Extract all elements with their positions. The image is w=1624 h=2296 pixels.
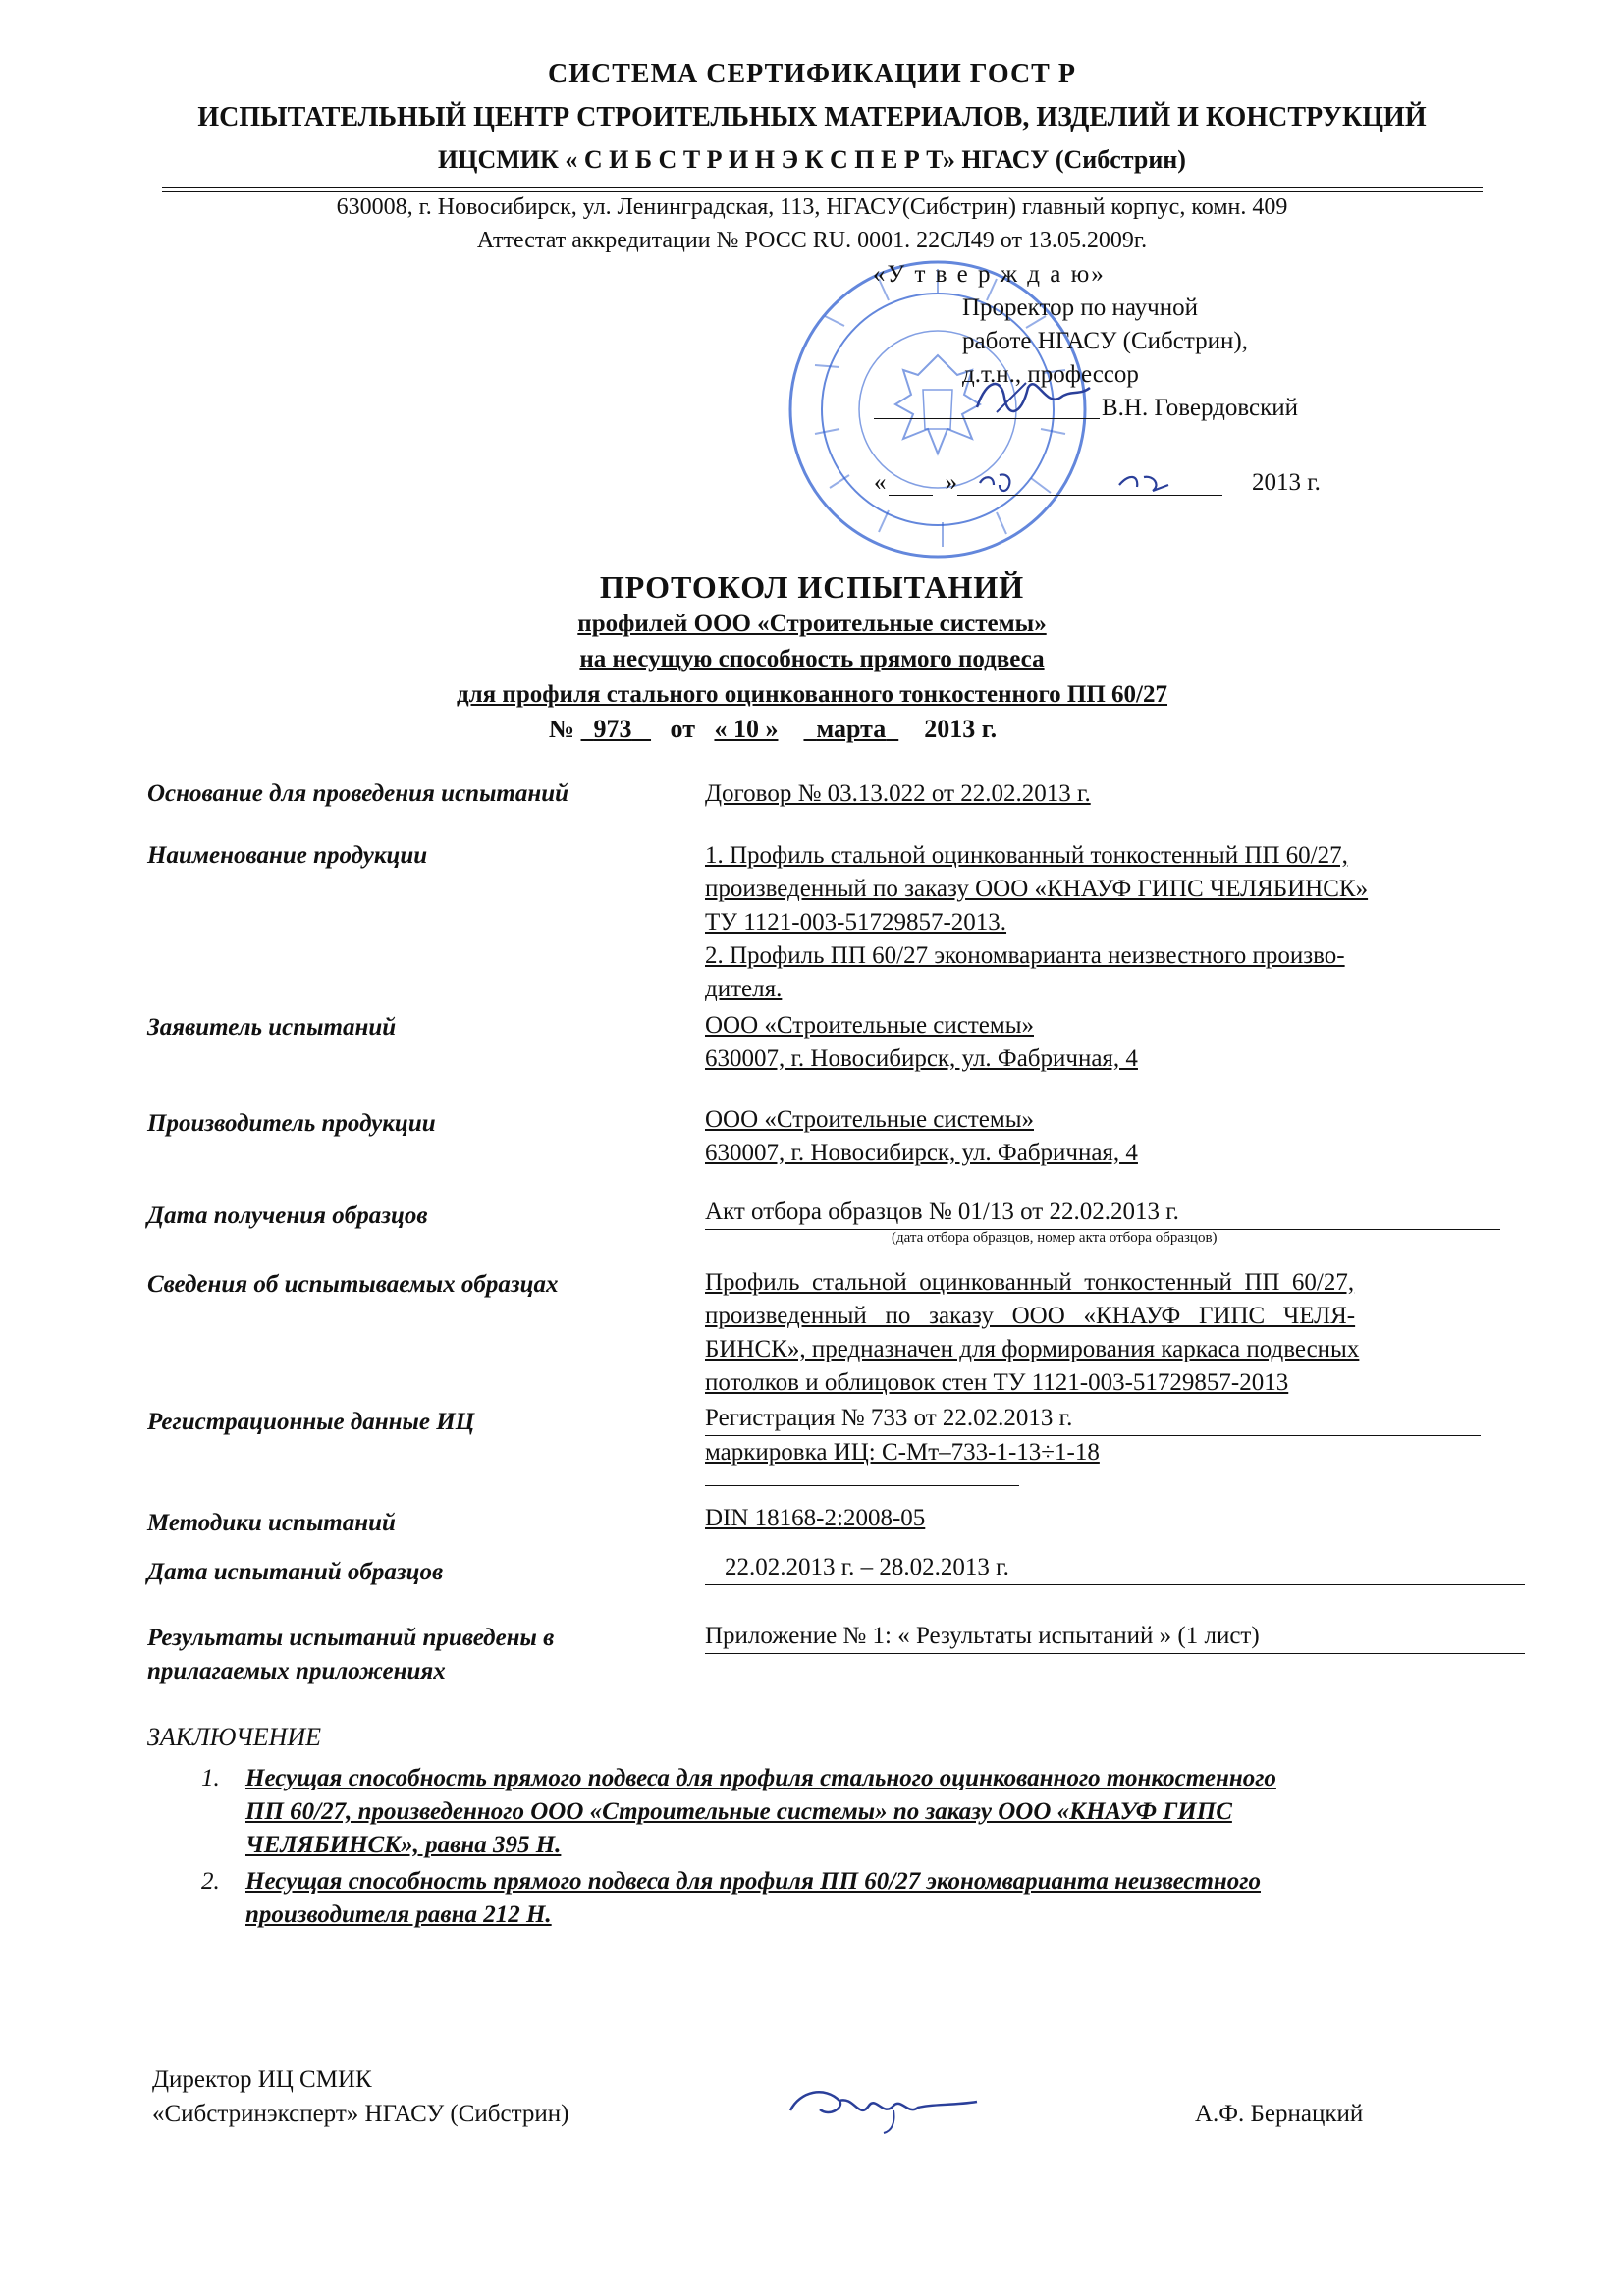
manufacturer-label: Производитель продукции	[147, 1110, 436, 1137]
approver-degree: д.т.н., профессор	[962, 361, 1139, 388]
results-label: Результаты испытаний приведены в прилагаемых приложениях	[147, 1625, 555, 1684]
protocol-title: ПРОТОКОЛ ИСПЫТАНИЙ	[599, 569, 1025, 605]
protocol-year: 2013 г.	[924, 715, 998, 743]
results-value: Приложение № 1: « Результаты испытаний » (1 лист)	[705, 1620, 1530, 1654]
center-address: 630008, г. Новосибирск, ул. Ленинградская, 113, НГАСУ(Сибстрин) главный корпус, комн. 409	[336, 194, 1288, 220]
conclusion-item-1-number: 1.	[201, 1765, 220, 1791]
samples-label: Сведения об испытываемых образцах	[147, 1271, 559, 1298]
product-value: 1. Профиль стальной оцинкованный тонкостенный ПП 60/27, произведенный по заказу ООО «КНАУФ ГИПС ЧЕЛЯБИНСК» ТУ 1121-003-51729857-2013. 2. Профиль ПП 60/27 экономварианта неизвестного произво- дителя.	[705, 842, 1369, 1002]
protocol-subtitle-2: на несущую способность прямого подвеса	[579, 646, 1045, 672]
registration-value: Регистрация № 733 от 22.02.2013 г. маркировка ИЦ: С-Мт–733-1-13÷1-18	[705, 1402, 1530, 1486]
samples-value: Профиль стальной оцинкованный тонкостенный ПП 60/27, произведенный по заказу ООО «КНАУФ ГИПС ЧЕЛЯ- БИНСК», предназначен для формирования каркаса подвесных потолков и облицовок стен ТУ 1121-003-51729857-2013	[705, 1269, 1360, 1396]
handwritten-date-icon	[972, 455, 1208, 505]
accreditation: Аттестат аккредитации № РОСС RU. 0001. 22СЛ49 от 13.05.2009г.	[476, 228, 1148, 253]
approval-date-open: «	[874, 469, 887, 496]
registration-label: Регистрационные данные ИЦ	[147, 1409, 475, 1435]
protocol-subtitle-3: для профиля стального оцинкованного тонкостенного ПП 60/27	[456, 681, 1168, 708]
protocol-from: от	[670, 715, 695, 743]
protocol-number-line	[0, 715, 1585, 744]
approver-name: В.Н. Говердовский	[1102, 395, 1299, 421]
received-label: Дата получения образцов	[147, 1202, 428, 1229]
product-label: Наименование продукции	[147, 842, 428, 869]
received-hint: (дата отбора образцов, номер акта отбора образцов)	[892, 1230, 1218, 1246]
approver-signature-icon	[967, 368, 1095, 427]
approver-position-2: работе НГАСУ (Сибстрин),	[962, 328, 1248, 354]
director-title-1: Директор ИЦ СМИК	[152, 2066, 372, 2093]
approval-date-close: »	[945, 469, 957, 496]
approval-title: «У т в е р ж д а ю»	[873, 261, 1106, 288]
conclusion-item-1: Несущая способность прямого подвеса для профиля стального оцинкованного тонкостенного ПП 60/27, произведенного ООО «Строительные системы» по заказу ООО «КНАУФ ГИПС ЧЕЛЯБИНСК», равна 395 Н.	[245, 1765, 1276, 1858]
conclusion-title: ЗАКЛЮЧЕНИЕ	[147, 1723, 322, 1751]
methods-label: Методики испытаний	[147, 1510, 396, 1536]
protocol-month: марта	[816, 715, 887, 743]
director-signature-icon	[785, 2076, 982, 2135]
approval-date-year: 2013 г.	[1252, 469, 1321, 496]
system-title: СИСТЕМА СЕРТИФИКАЦИИ ГОСТ Р	[548, 59, 1076, 89]
protocol-number: 973	[593, 715, 632, 743]
test-date-label: Дата испытаний образцов	[147, 1559, 444, 1585]
applicant-value: ООО «Строительные системы» 630007, г. Новосибирск, ул. Фабричная, 4	[705, 1012, 1138, 1072]
manufacturer-value: ООО «Строительные системы» 630007, г. Новосибирск, ул. Фабричная, 4	[705, 1106, 1138, 1166]
conclusion-item-2: Несущая способность прямого подвеса для профиля ПП 60/27 экономварианта неизвестного производителя равна 212 Н.	[245, 1868, 1261, 1928]
director-name: А.Ф. Бернацкий	[1195, 2101, 1364, 2127]
methods-value: DIN 18168-2:2008-05	[705, 1505, 926, 1531]
basis-label: Основание для проведения испытаний	[147, 780, 569, 807]
protocol-number-label: №	[548, 715, 575, 743]
header-rule	[162, 187, 1483, 188]
applicant-label: Заявитель испытаний	[147, 1014, 397, 1041]
center-abbrev: ИЦСМИК « С И Б С Т Р И Н Э К С П Е Р Т» НГАСУ (Сибстрин)	[438, 145, 1186, 174]
header-rule-thin	[162, 191, 1483, 192]
basis-value: Договор № 03.13.022 от 22.02.2013 г.	[705, 780, 1091, 807]
test-date-value: 22.02.2013 г. – 28.02.2013 г.	[705, 1551, 1530, 1585]
center-title: ИСПЫТАТЕЛЬНЫЙ ЦЕНТР СТРОИТЕЛЬНЫХ МАТЕРИАЛОВ, ИЗДЕЛИЙ И КОНСТРУКЦИЙ	[197, 102, 1427, 133]
conclusion-item-2-number: 2.	[201, 1868, 220, 1895]
protocol-day: « 10 »	[714, 715, 779, 743]
approver-position-1: Проректор по научной	[962, 294, 1198, 321]
received-value: Акт отбора образцов № 01/13 от 22.02.2013 г. (дата отбора образцов, номер акта отбора образцов)	[705, 1196, 1530, 1246]
protocol-subtitle-1: профилей ООО «Строительные системы»	[577, 611, 1047, 637]
approval-day-line	[889, 495, 933, 496]
director-title-2: «Сибстринэксперт» НГАСУ (Сибстрин)	[152, 2101, 569, 2127]
